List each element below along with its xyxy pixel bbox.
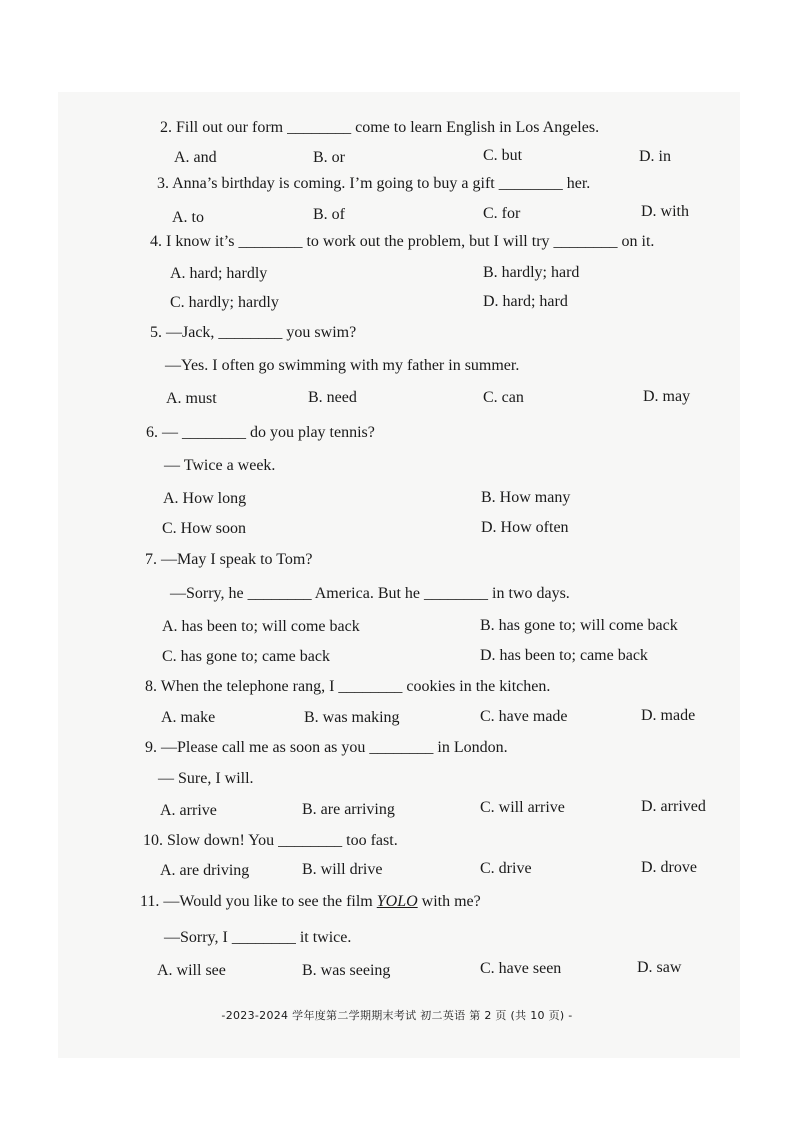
question-11-reply: —Sorry, I ________ it twice. [164,929,352,946]
question-8-option-c: C. have made [480,708,568,725]
question-7-stem: 7. —May I speak to Tom? [145,551,313,568]
question-4-option-c: C. hardly; hardly [170,294,279,311]
question-2-option-d: D. in [639,148,671,165]
question-6-option-b: B. How many [481,489,571,506]
question-11-stem-prefix: 11. —Would you like to see the film [140,893,377,910]
question-9-option-d: D. arrived [641,798,706,815]
question-5-option-b: B. need [308,389,357,406]
question-6-stem: 6. — ________ do you play tennis? [146,424,375,441]
question-5-option-c: C. can [483,389,524,406]
question-3-stem: 3. Anna’s birthday is coming. I’m going to buy a gift ________ her. [157,175,591,192]
question-9-option-a: A. arrive [160,802,217,819]
question-9-stem: 9. —Please call me as soon as you ________ in London. [145,739,508,756]
question-2-option-c: C. but [483,147,523,164]
question-4-option-a: A. hard; hardly [170,265,268,282]
question-6-option-d: D. How often [481,519,569,536]
question-3-option-a: A. to [172,209,204,226]
question-7-option-c: C. has gone to; came back [162,648,330,665]
question-11-option-c: C. have seen [480,960,562,977]
question-2-stem: 2. Fill out our form ________ come to learn English in Los Angeles. [160,119,600,136]
question-10-option-d: D. drove [641,859,697,876]
question-11-stem-suffix: with me? [417,893,481,910]
question-7-option-a: A. has been to; will come back [162,618,360,635]
question-4-stem: 4. I know it’s ________ to work out the problem, but I will try ________ on it. [150,233,655,250]
question-8-stem: 8. When the telephone rang, I ________ cookies in the kitchen. [145,678,551,695]
question-4-option-b: B. hardly; hard [483,264,580,281]
page-footer: -2023-2024 学年度第二学期期末考试 初二英语 第 2 页 (共 10 页) - [221,1009,573,1022]
question-3-option-c: C. for [483,205,521,222]
question-11-stem [140,892,481,912]
question-3-option-b: B. of [313,206,345,223]
question-10-stem: 10. Slow down! You ________ too fast. [143,832,398,849]
question-2-option-a: A. and [174,149,217,166]
film-title: YOLO [376,893,418,910]
question-8-option-d: D. made [641,707,696,724]
question-9-option-c: C. will arrive [480,799,565,816]
question-8-option-b: B. was making [304,709,400,726]
question-10-option-c: C. drive [480,860,532,877]
question-7-option-d: D. has been to; came back [480,647,648,664]
question-6-option-a: A. How long [163,490,247,507]
question-10-option-a: A. are driving [160,862,250,879]
question-11-option-a: A. will see [157,962,226,979]
question-5-option-d: D. may [643,388,691,405]
question-8-option-a: A. make [161,709,216,726]
question-6-reply: — Twice a week. [164,457,276,474]
question-9-option-b: B. are arriving [302,801,395,818]
question-2-option-b: B. or [313,149,345,166]
question-4-option-d: D. hard; hard [483,293,568,310]
question-5-stem: 5. —Jack, ________ you swim? [150,324,357,341]
question-6-option-c: C. How soon [162,520,247,537]
question-11-option-d: D. saw [637,959,682,976]
question-10-option-b: B. will drive [302,861,383,878]
question-9-reply: — Sure, I will. [158,770,254,787]
question-5-option-a: A. must [166,390,217,407]
question-7-option-b: B. has gone to; will come back [480,617,678,634]
question-11-option-b: B. was seeing [302,962,391,979]
question-3-option-d: D. with [641,203,689,220]
question-5-reply: —Yes. I often go swimming with my father in summer. [165,357,520,374]
question-7-reply: —Sorry, he ________ America. But he ________ in two days. [170,585,570,602]
